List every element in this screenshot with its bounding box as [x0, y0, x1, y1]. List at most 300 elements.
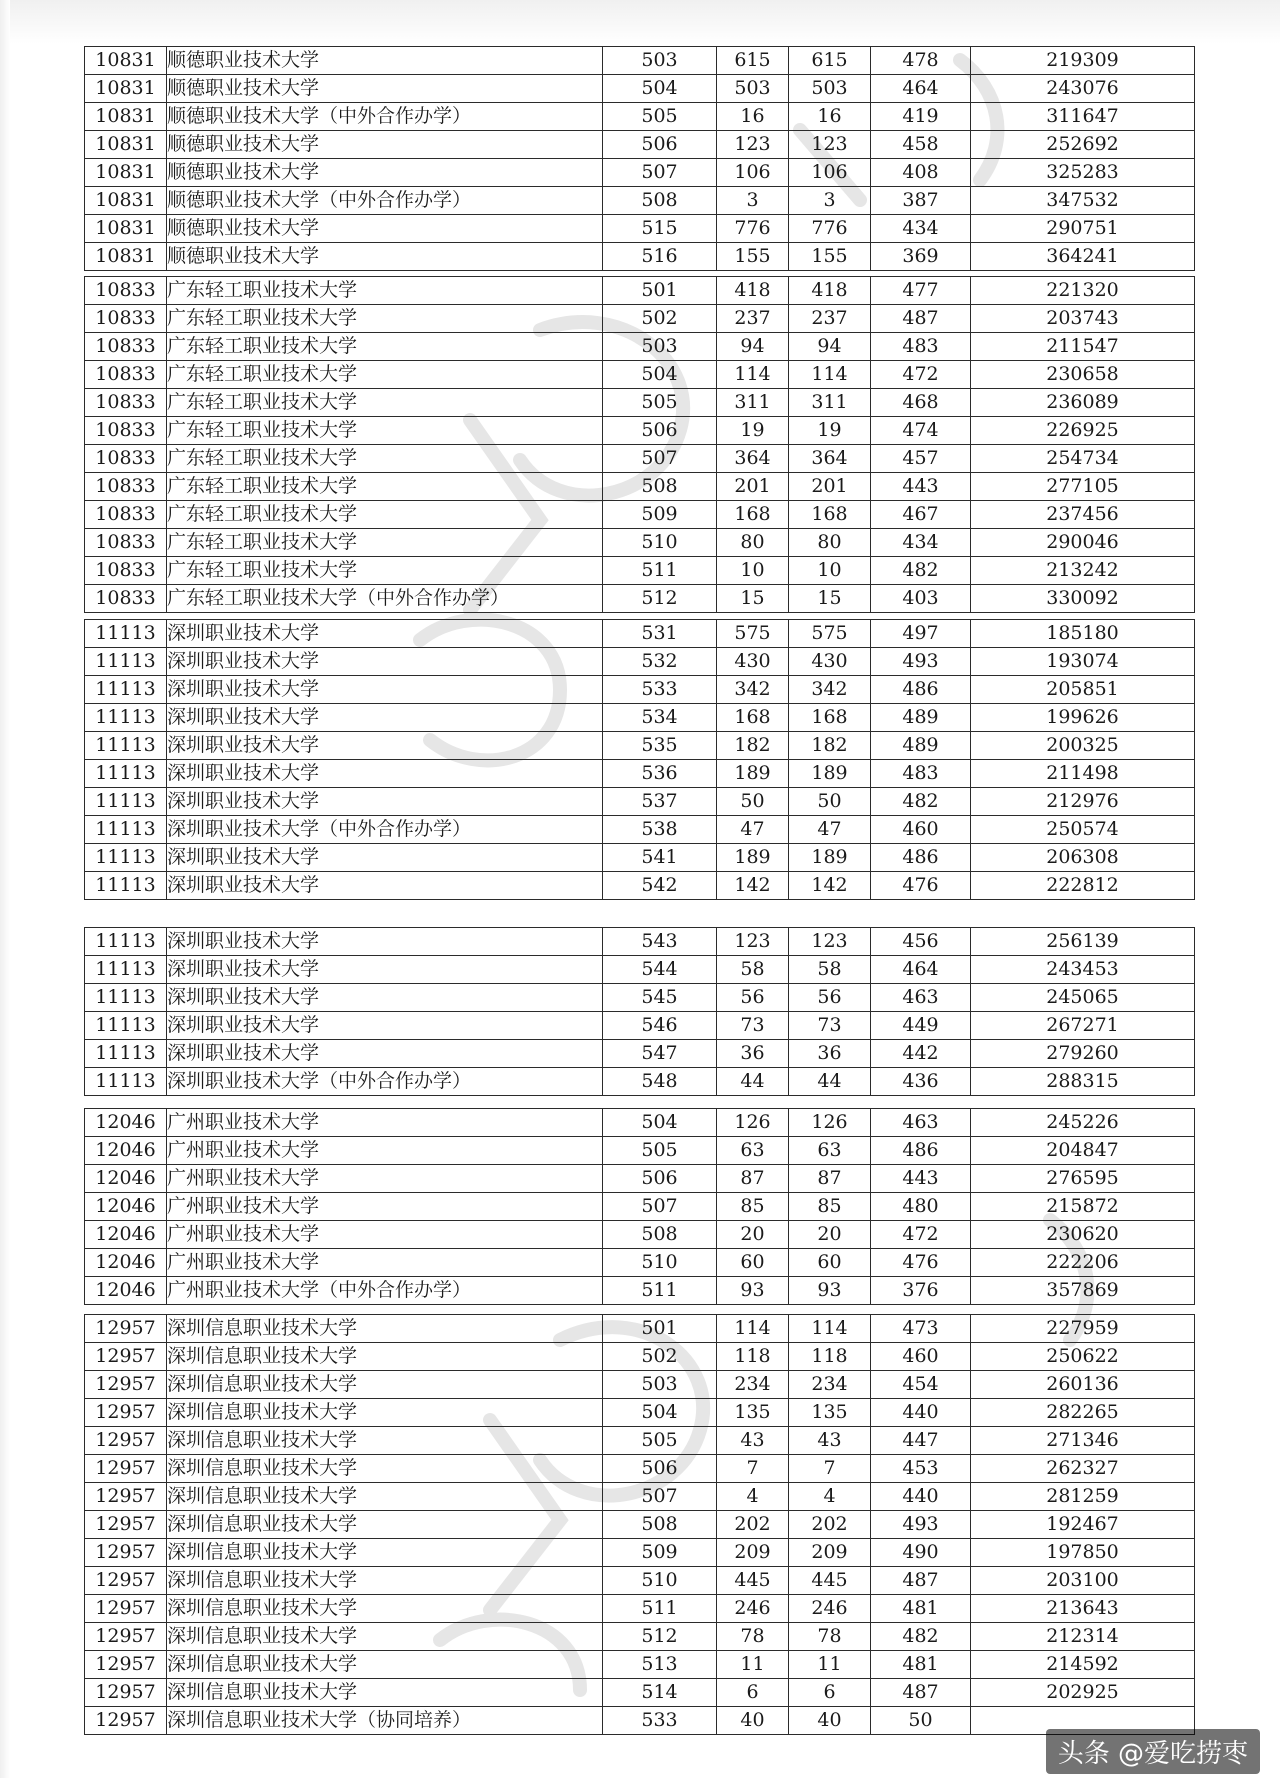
- admitted-count-cell: 106: [789, 159, 871, 187]
- min-score-cell: 486: [871, 1137, 971, 1165]
- admitted-count-cell: 123: [789, 131, 871, 159]
- major-group-code-cell: 512: [603, 1623, 717, 1651]
- school-name-cell: 深圳职业技术大学: [167, 1012, 603, 1040]
- table-row: [85, 984, 1195, 1012]
- major-group-code-cell: 511: [603, 557, 717, 585]
- major-group-code-cell: 508: [603, 187, 717, 215]
- admitted-count-cell: 168: [789, 501, 871, 529]
- major-group-code-cell: 514: [603, 1679, 717, 1707]
- school-name-cell: 深圳职业技术大学（中外合作办学）: [167, 816, 603, 844]
- major-group-code-cell: 505: [603, 389, 717, 417]
- plan-count-cell: 7: [717, 1455, 789, 1483]
- min-rank-cell: 252692: [971, 131, 1195, 159]
- min-score-cell: 482: [871, 788, 971, 816]
- school-name-cell: 广东轻工职业技术大学: [167, 501, 603, 529]
- min-rank-cell: 226925: [971, 417, 1195, 445]
- plan-count-cell: 445: [717, 1567, 789, 1595]
- min-rank-cell: 267271: [971, 1012, 1195, 1040]
- school-code-cell: 11113: [85, 816, 167, 844]
- major-group-code-cell: 515: [603, 215, 717, 243]
- admitted-count-cell: 155: [789, 243, 871, 271]
- min-score-cell: 440: [871, 1399, 971, 1427]
- admitted-count-cell: 575: [789, 620, 871, 648]
- major-group-code-cell: 506: [603, 1455, 717, 1483]
- admitted-count-cell: 80: [789, 529, 871, 557]
- plan-count-cell: 6: [717, 1679, 789, 1707]
- min-score-cell: 472: [871, 1221, 971, 1249]
- plan-count-cell: 63: [717, 1137, 789, 1165]
- plan-count-cell: 168: [717, 704, 789, 732]
- school-code-cell: 12957: [85, 1483, 167, 1511]
- school-code-cell: 11113: [85, 732, 167, 760]
- table-row: [85, 1539, 1195, 1567]
- admitted-count-cell: 60: [789, 1249, 871, 1277]
- plan-count-cell: 342: [717, 676, 789, 704]
- table-row: [85, 529, 1195, 557]
- min-score-cell: 50: [871, 1707, 971, 1735]
- school-name-cell: 深圳职业技术大学: [167, 648, 603, 676]
- school-code-cell: 12957: [85, 1595, 167, 1623]
- plan-count-cell: 418: [717, 277, 789, 305]
- min-rank-cell: 211498: [971, 760, 1195, 788]
- admitted-count-cell: 43: [789, 1427, 871, 1455]
- table-row: [85, 277, 1195, 305]
- min-rank-cell: 325283: [971, 159, 1195, 187]
- school-name-cell: 顺德职业技术大学（中外合作办学）: [167, 103, 603, 131]
- school-code-cell: 12046: [85, 1137, 167, 1165]
- min-rank-cell: 277105: [971, 473, 1195, 501]
- admitted-count-cell: 3: [789, 187, 871, 215]
- major-group-code-cell: 548: [603, 1068, 717, 1096]
- school-name-cell: 广东轻工职业技术大学: [167, 445, 603, 473]
- table-row: [85, 75, 1195, 103]
- school-code-cell: 10831: [85, 243, 167, 271]
- table-row: [85, 585, 1195, 613]
- table-row: [85, 47, 1195, 75]
- table-row: [85, 872, 1195, 900]
- min-rank-cell: 211547: [971, 333, 1195, 361]
- school-code-cell: 12046: [85, 1249, 167, 1277]
- school-code-cell: 10833: [85, 333, 167, 361]
- school-name-cell: 深圳信息职业技术大学: [167, 1539, 603, 1567]
- plan-count-cell: 11: [717, 1651, 789, 1679]
- table-row: [85, 1315, 1195, 1343]
- min-score-cell: 478: [871, 47, 971, 75]
- school-code-cell: 10833: [85, 557, 167, 585]
- min-score-cell: 442: [871, 1040, 971, 1068]
- admitted-count-cell: 615: [789, 47, 871, 75]
- school-name-cell: 深圳职业技术大学: [167, 676, 603, 704]
- min-score-cell: 376: [871, 1277, 971, 1305]
- major-group-code-cell: 503: [603, 47, 717, 75]
- admitted-count-cell: 36: [789, 1040, 871, 1068]
- min-rank-cell: 279260: [971, 1040, 1195, 1068]
- plan-count-cell: 168: [717, 501, 789, 529]
- plan-count-cell: 93: [717, 1277, 789, 1305]
- min-score-cell: 463: [871, 1109, 971, 1137]
- table-row: [85, 704, 1195, 732]
- admitted-count-cell: 44: [789, 1068, 871, 1096]
- min-rank-cell: 213242: [971, 557, 1195, 585]
- plan-count-cell: 364: [717, 445, 789, 473]
- school-code-cell: 10833: [85, 473, 167, 501]
- school-name-cell: 深圳职业技术大学: [167, 1040, 603, 1068]
- plan-count-cell: 430: [717, 648, 789, 676]
- school-name-cell: 广东轻工职业技术大学: [167, 361, 603, 389]
- admitted-count-cell: 58: [789, 956, 871, 984]
- major-group-code-cell: 532: [603, 648, 717, 676]
- major-group-code-cell: 513: [603, 1651, 717, 1679]
- school-name-cell: 广州职业技术大学: [167, 1221, 603, 1249]
- min-rank-cell: 227959: [971, 1315, 1195, 1343]
- school-code-cell: 12957: [85, 1539, 167, 1567]
- min-score-cell: 387: [871, 187, 971, 215]
- major-group-code-cell: 506: [603, 1165, 717, 1193]
- admitted-count-cell: 364: [789, 445, 871, 473]
- school-code-cell: 12957: [85, 1315, 167, 1343]
- admitted-count-cell: 50: [789, 788, 871, 816]
- major-group-code-cell: 506: [603, 131, 717, 159]
- school-code-cell: 12046: [85, 1109, 167, 1137]
- min-score-cell: 487: [871, 1567, 971, 1595]
- major-group-code-cell: 516: [603, 243, 717, 271]
- plan-count-cell: 44: [717, 1068, 789, 1096]
- table-row: [85, 1455, 1195, 1483]
- min-score-cell: 472: [871, 361, 971, 389]
- plan-count-cell: 135: [717, 1399, 789, 1427]
- table-block-12957: [84, 1314, 1195, 1735]
- min-rank-cell: 271346: [971, 1427, 1195, 1455]
- school-name-cell: 广东轻工职业技术大学: [167, 305, 603, 333]
- table-block-10833: [84, 276, 1195, 613]
- table-row: [85, 1399, 1195, 1427]
- major-group-code-cell: 546: [603, 1012, 717, 1040]
- school-name-cell: 深圳职业技术大学: [167, 872, 603, 900]
- plan-count-cell: 106: [717, 159, 789, 187]
- plan-count-cell: 85: [717, 1193, 789, 1221]
- major-group-code-cell: 508: [603, 473, 717, 501]
- min-score-cell: 447: [871, 1427, 971, 1455]
- school-name-cell: 广东轻工职业技术大学: [167, 529, 603, 557]
- min-rank-cell: 205851: [971, 676, 1195, 704]
- min-rank-cell: 276595: [971, 1165, 1195, 1193]
- school-code-cell: 10831: [85, 131, 167, 159]
- admitted-count-cell: 237: [789, 305, 871, 333]
- table-row: [85, 816, 1195, 844]
- min-score-cell: 489: [871, 732, 971, 760]
- school-name-cell: 深圳信息职业技术大学: [167, 1623, 603, 1651]
- admitted-count-cell: 503: [789, 75, 871, 103]
- school-code-cell: 12957: [85, 1651, 167, 1679]
- plan-count-cell: 50: [717, 788, 789, 816]
- plan-count-cell: 73: [717, 1012, 789, 1040]
- min-rank-cell: 290046: [971, 529, 1195, 557]
- school-name-cell: 深圳信息职业技术大学: [167, 1427, 603, 1455]
- admitted-count-cell: 11: [789, 1651, 871, 1679]
- plan-count-cell: 60: [717, 1249, 789, 1277]
- plan-count-cell: 246: [717, 1595, 789, 1623]
- school-name-cell: 广州职业技术大学: [167, 1137, 603, 1165]
- school-code-cell: 11113: [85, 704, 167, 732]
- major-group-code-cell: 504: [603, 1109, 717, 1137]
- plan-count-cell: 182: [717, 732, 789, 760]
- table-row: [85, 103, 1195, 131]
- min-score-cell: 408: [871, 159, 971, 187]
- major-group-code-cell: 547: [603, 1040, 717, 1068]
- plan-count-cell: 118: [717, 1343, 789, 1371]
- major-group-code-cell: 536: [603, 760, 717, 788]
- min-score-cell: 436: [871, 1068, 971, 1096]
- school-code-cell: 11113: [85, 872, 167, 900]
- admitted-count-cell: 56: [789, 984, 871, 1012]
- plan-count-cell: 10: [717, 557, 789, 585]
- major-group-code-cell: 508: [603, 1221, 717, 1249]
- plan-count-cell: 4: [717, 1483, 789, 1511]
- min-score-cell: 483: [871, 333, 971, 361]
- min-rank-cell: 197850: [971, 1539, 1195, 1567]
- school-name-cell: 广东轻工职业技术大学（中外合作办学）: [167, 585, 603, 613]
- school-name-cell: 深圳信息职业技术大学: [167, 1651, 603, 1679]
- school-code-cell: 11113: [85, 788, 167, 816]
- min-rank-cell: 250574: [971, 816, 1195, 844]
- table-row: [85, 1595, 1195, 1623]
- min-rank-cell: 185180: [971, 620, 1195, 648]
- plan-count-cell: 575: [717, 620, 789, 648]
- major-group-code-cell: 510: [603, 1249, 717, 1277]
- school-code-cell: 12046: [85, 1165, 167, 1193]
- table-row: [85, 956, 1195, 984]
- table-row: [85, 1371, 1195, 1399]
- min-rank-cell: 203743: [971, 305, 1195, 333]
- school-code-cell: 10833: [85, 389, 167, 417]
- min-score-cell: 434: [871, 215, 971, 243]
- admitted-count-cell: 73: [789, 1012, 871, 1040]
- major-group-code-cell: 506: [603, 417, 717, 445]
- major-group-code-cell: 512: [603, 585, 717, 613]
- school-code-cell: 12957: [85, 1343, 167, 1371]
- school-name-cell: 广州职业技术大学: [167, 1249, 603, 1277]
- plan-count-cell: 47: [717, 816, 789, 844]
- plan-count-cell: 19: [717, 417, 789, 445]
- major-group-code-cell: 505: [603, 103, 717, 131]
- min-score-cell: 458: [871, 131, 971, 159]
- admitted-count-cell: 94: [789, 333, 871, 361]
- page-left-shadow: [0, 0, 10, 1778]
- min-score-cell: 464: [871, 75, 971, 103]
- table-block-12046: [84, 1108, 1195, 1305]
- min-rank-cell: 243453: [971, 956, 1195, 984]
- major-group-code-cell: 542: [603, 872, 717, 900]
- major-group-code-cell: 531: [603, 620, 717, 648]
- plan-count-cell: 201: [717, 473, 789, 501]
- min-rank-cell: 200325: [971, 732, 1195, 760]
- admitted-count-cell: 142: [789, 872, 871, 900]
- school-code-cell: 11113: [85, 928, 167, 956]
- table-row: [85, 1193, 1195, 1221]
- admitted-count-cell: 182: [789, 732, 871, 760]
- school-name-cell: 顺德职业技术大学: [167, 47, 603, 75]
- school-name-cell: 深圳信息职业技术大学: [167, 1455, 603, 1483]
- table-row: [85, 844, 1195, 872]
- min-score-cell: 460: [871, 816, 971, 844]
- min-rank-cell: 215872: [971, 1193, 1195, 1221]
- school-code-cell: 10833: [85, 277, 167, 305]
- min-score-cell: 419: [871, 103, 971, 131]
- min-score-cell: 480: [871, 1193, 971, 1221]
- min-rank-cell: 221320: [971, 277, 1195, 305]
- table-row: [85, 361, 1195, 389]
- min-score-cell: 490: [871, 1539, 971, 1567]
- school-code-cell: 12957: [85, 1371, 167, 1399]
- admitted-count-cell: 4: [789, 1483, 871, 1511]
- min-score-cell: 467: [871, 501, 971, 529]
- admitted-count-cell: 114: [789, 1315, 871, 1343]
- table-row: [85, 1651, 1195, 1679]
- school-name-cell: 深圳职业技术大学: [167, 984, 603, 1012]
- table-row: [85, 620, 1195, 648]
- school-name-cell: 广州职业技术大学: [167, 1109, 603, 1137]
- table-row: [85, 1623, 1195, 1651]
- major-group-code-cell: 505: [603, 1137, 717, 1165]
- table-row: [85, 187, 1195, 215]
- plan-count-cell: 43: [717, 1427, 789, 1455]
- plan-count-cell: 202: [717, 1511, 789, 1539]
- admitted-count-cell: 311: [789, 389, 871, 417]
- min-score-cell: 457: [871, 445, 971, 473]
- min-rank-cell: 203100: [971, 1567, 1195, 1595]
- admitted-count-cell: 445: [789, 1567, 871, 1595]
- min-rank-cell: 311647: [971, 103, 1195, 131]
- min-rank-cell: 206308: [971, 844, 1195, 872]
- school-code-cell: 11113: [85, 1012, 167, 1040]
- school-name-cell: 顺德职业技术大学: [167, 75, 603, 103]
- min-score-cell: 464: [871, 956, 971, 984]
- school-name-cell: 广东轻工职业技术大学: [167, 333, 603, 361]
- min-score-cell: 481: [871, 1651, 971, 1679]
- school-name-cell: 深圳职业技术大学（中外合作办学）: [167, 1068, 603, 1096]
- min-rank-cell: 212314: [971, 1623, 1195, 1651]
- major-group-code-cell: 510: [603, 1567, 717, 1595]
- table-row: [85, 1483, 1195, 1511]
- school-code-cell: 10833: [85, 305, 167, 333]
- min-rank-cell: 281259: [971, 1483, 1195, 1511]
- admitted-count-cell: 47: [789, 816, 871, 844]
- major-group-code-cell: 511: [603, 1595, 717, 1623]
- plan-count-cell: 87: [717, 1165, 789, 1193]
- admitted-count-cell: 776: [789, 215, 871, 243]
- school-name-cell: 广东轻工职业技术大学: [167, 417, 603, 445]
- table-row: [85, 1707, 1195, 1735]
- school-name-cell: 深圳信息职业技术大学: [167, 1343, 603, 1371]
- major-group-code-cell: 503: [603, 333, 717, 361]
- admitted-count-cell: 118: [789, 1343, 871, 1371]
- plan-count-cell: 56: [717, 984, 789, 1012]
- table-row: [85, 389, 1195, 417]
- major-group-code-cell: 537: [603, 788, 717, 816]
- admitted-count-cell: 234: [789, 1371, 871, 1399]
- major-group-code-cell: 543: [603, 928, 717, 956]
- school-code-cell: 10833: [85, 501, 167, 529]
- school-code-cell: 12957: [85, 1567, 167, 1595]
- plan-count-cell: 142: [717, 872, 789, 900]
- min-rank-cell: 262327: [971, 1455, 1195, 1483]
- min-score-cell: 440: [871, 1483, 971, 1511]
- major-group-code-cell: 503: [603, 1371, 717, 1399]
- table-row: [85, 788, 1195, 816]
- major-group-code-cell: 510: [603, 529, 717, 557]
- school-code-cell: 12957: [85, 1427, 167, 1455]
- school-name-cell: 深圳职业技术大学: [167, 620, 603, 648]
- school-code-cell: 12957: [85, 1623, 167, 1651]
- table-row: [85, 131, 1195, 159]
- school-code-cell: 10831: [85, 159, 167, 187]
- plan-count-cell: 15: [717, 585, 789, 613]
- school-code-cell: 11113: [85, 620, 167, 648]
- school-code-cell: 10831: [85, 75, 167, 103]
- min-score-cell: 463: [871, 984, 971, 1012]
- min-score-cell: 460: [871, 1343, 971, 1371]
- plan-count-cell: 58: [717, 956, 789, 984]
- table-row: [85, 1511, 1195, 1539]
- table-row: [85, 445, 1195, 473]
- min-score-cell: 482: [871, 1623, 971, 1651]
- plan-count-cell: 36: [717, 1040, 789, 1068]
- min-score-cell: 449: [871, 1012, 971, 1040]
- admitted-count-cell: 246: [789, 1595, 871, 1623]
- min-score-cell: 369: [871, 243, 971, 271]
- major-group-code-cell: 545: [603, 984, 717, 1012]
- school-name-cell: 深圳职业技术大学: [167, 704, 603, 732]
- min-rank-cell: 288315: [971, 1068, 1195, 1096]
- min-rank-cell: 230620: [971, 1221, 1195, 1249]
- plan-count-cell: 80: [717, 529, 789, 557]
- school-code-cell: 10831: [85, 103, 167, 131]
- min-rank-cell: 222206: [971, 1249, 1195, 1277]
- school-code-cell: 11113: [85, 844, 167, 872]
- min-rank-cell: 282265: [971, 1399, 1195, 1427]
- table-row: [85, 1567, 1195, 1595]
- admitted-count-cell: 135: [789, 1399, 871, 1427]
- admitted-count-cell: 15: [789, 585, 871, 613]
- min-score-cell: 486: [871, 844, 971, 872]
- major-group-code-cell: 504: [603, 1399, 717, 1427]
- table-row: [85, 648, 1195, 676]
- school-name-cell: 深圳职业技术大学: [167, 760, 603, 788]
- table-row: [85, 473, 1195, 501]
- min-score-cell: 486: [871, 676, 971, 704]
- min-score-cell: 497: [871, 620, 971, 648]
- plan-count-cell: 114: [717, 361, 789, 389]
- school-code-cell: 12957: [85, 1511, 167, 1539]
- school-name-cell: 深圳信息职业技术大学: [167, 1371, 603, 1399]
- plan-count-cell: 20: [717, 1221, 789, 1249]
- min-score-cell: 473: [871, 1315, 971, 1343]
- plan-count-cell: 94: [717, 333, 789, 361]
- plan-count-cell: 234: [717, 1371, 789, 1399]
- plan-count-cell: 123: [717, 928, 789, 956]
- admitted-count-cell: 7: [789, 1455, 871, 1483]
- table-row: [85, 501, 1195, 529]
- min-score-cell: 443: [871, 473, 971, 501]
- table-row: [85, 1221, 1195, 1249]
- min-rank-cell: 192467: [971, 1511, 1195, 1539]
- school-name-cell: 广州职业技术大学: [167, 1165, 603, 1193]
- school-code-cell: 10831: [85, 187, 167, 215]
- table-row: [85, 732, 1195, 760]
- min-rank-cell: 243076: [971, 75, 1195, 103]
- min-rank-cell: 199626: [971, 704, 1195, 732]
- admitted-count-cell: 78: [789, 1623, 871, 1651]
